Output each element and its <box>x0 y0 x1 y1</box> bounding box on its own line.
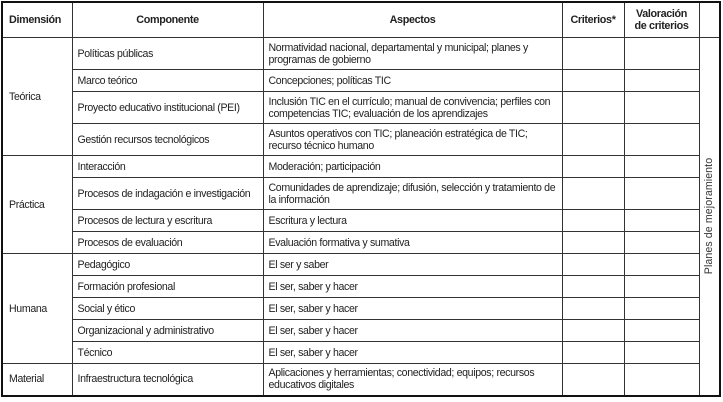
valuation-cell[interactable] <box>624 38 699 70</box>
component-cell: Social y ético <box>72 298 263 320</box>
dimension-cell: Teórica <box>2 38 72 156</box>
criteria-cell[interactable] <box>562 276 624 298</box>
table-row <box>2 124 720 156</box>
evaluation-table <box>1 1 721 397</box>
header-aspects: Aspectos <box>263 2 562 38</box>
criteria-cell[interactable] <box>562 364 624 396</box>
table-row <box>2 276 720 298</box>
aspects-cell: Evaluación formativa y sumativa <box>263 232 562 254</box>
table-row <box>2 254 720 276</box>
header-empty <box>699 2 720 38</box>
header-valuation: Valoración de criterios <box>624 2 699 38</box>
aspects-cell: Comunidades de aprendizaje; difusión, selección y tratamiento de la información <box>263 178 562 210</box>
valuation-cell[interactable] <box>624 276 699 298</box>
table-row <box>2 298 720 320</box>
aspects-cell: Escritura y lectura <box>263 210 562 232</box>
valuation-cell[interactable] <box>624 178 699 210</box>
criteria-cell[interactable] <box>562 156 624 178</box>
dimension-cell: Material <box>2 364 72 396</box>
valuation-cell[interactable] <box>624 156 699 178</box>
component-cell: Técnico <box>72 342 263 364</box>
valuation-cell[interactable] <box>624 232 699 254</box>
component-cell: Procesos de indagación e investigación <box>72 178 263 210</box>
table-row <box>2 232 720 254</box>
criteria-cell[interactable] <box>562 232 624 254</box>
aspects-cell: El ser, saber y hacer <box>263 342 562 364</box>
table-row <box>2 320 720 342</box>
table-row <box>2 364 720 396</box>
aspects-cell: Aplicaciones y herramientas; conectividad; equipos; recursos educativos digitales <box>263 364 562 396</box>
component-cell: Proyecto educativo institucional (PEI) <box>72 92 263 124</box>
table-row <box>2 156 720 178</box>
aspects-cell: El ser, saber y hacer <box>263 298 562 320</box>
criteria-cell[interactable] <box>562 254 624 276</box>
component-cell: Interacción <box>72 156 263 178</box>
table-row <box>2 70 720 92</box>
criteria-cell[interactable] <box>562 38 624 70</box>
criteria-cell[interactable] <box>562 342 624 364</box>
valuation-cell[interactable] <box>624 254 699 276</box>
aspects-cell: El ser y saber <box>263 254 562 276</box>
table-row <box>2 342 720 364</box>
component-cell: Marco teórico <box>72 70 263 92</box>
header-criteria: Criterios* <box>562 2 624 38</box>
aspects-cell: El ser, saber y hacer <box>263 276 562 298</box>
valuation-cell[interactable] <box>624 210 699 232</box>
component-cell: Procesos de evaluación <box>72 232 263 254</box>
component-cell: Políticas públicas <box>72 38 263 70</box>
component-cell: Formación profesional <box>72 276 263 298</box>
table-row <box>2 92 720 124</box>
header-dimension: Dimensión <box>2 2 72 38</box>
aspects-cell: Moderación; participación <box>263 156 562 178</box>
valuation-cell[interactable] <box>624 124 699 156</box>
valuation-cell[interactable] <box>624 320 699 342</box>
table-row <box>2 210 720 232</box>
criteria-cell[interactable] <box>562 210 624 232</box>
valuation-cell[interactable] <box>624 298 699 320</box>
dimension-cell: Práctica <box>2 156 72 254</box>
valuation-cell[interactable] <box>624 342 699 364</box>
header-row <box>2 2 720 38</box>
valuation-cell[interactable] <box>624 364 699 396</box>
dimension-cell: Humana <box>2 254 72 364</box>
aspects-cell: Inclusión TIC en el currículo; manual de convivencia; perfiles con competencias TIC; evaluación de los aprendizajes <box>263 92 562 124</box>
criteria-cell[interactable] <box>562 178 624 210</box>
criteria-cell[interactable] <box>562 70 624 92</box>
criteria-cell[interactable] <box>562 92 624 124</box>
component-cell: Pedagógico <box>72 254 263 276</box>
component-cell: Infraestructura tecnológica <box>72 364 263 396</box>
table-row <box>2 38 720 70</box>
criteria-cell[interactable] <box>562 124 624 156</box>
header-component: Componente <box>72 2 263 38</box>
aspects-cell: Asuntos operativos con TIC; planeación estratégica de TIC; recurso técnico humano <box>263 124 562 156</box>
aspects-cell: El ser, saber y hacer <box>263 320 562 342</box>
criteria-cell[interactable] <box>562 320 624 342</box>
valuation-cell[interactable] <box>624 92 699 124</box>
component-cell: Organizacional y administrativo <box>72 320 263 342</box>
improvement-plans-label: Planes de mejoramiento <box>703 158 716 275</box>
improvement-plans-cell <box>699 38 720 396</box>
table-body <box>2 38 720 396</box>
valuation-cell[interactable] <box>624 70 699 92</box>
table-row <box>2 178 720 210</box>
aspects-cell: Concepciones; políticas TIC <box>263 70 562 92</box>
aspects-cell: Normatividad nacional, departamental y municipal; planes y programas de gobierno <box>263 38 562 70</box>
component-cell: Gestión recursos tecnológicos <box>72 124 263 156</box>
component-cell: Procesos de lectura y escritura <box>72 210 263 232</box>
criteria-cell[interactable] <box>562 298 624 320</box>
